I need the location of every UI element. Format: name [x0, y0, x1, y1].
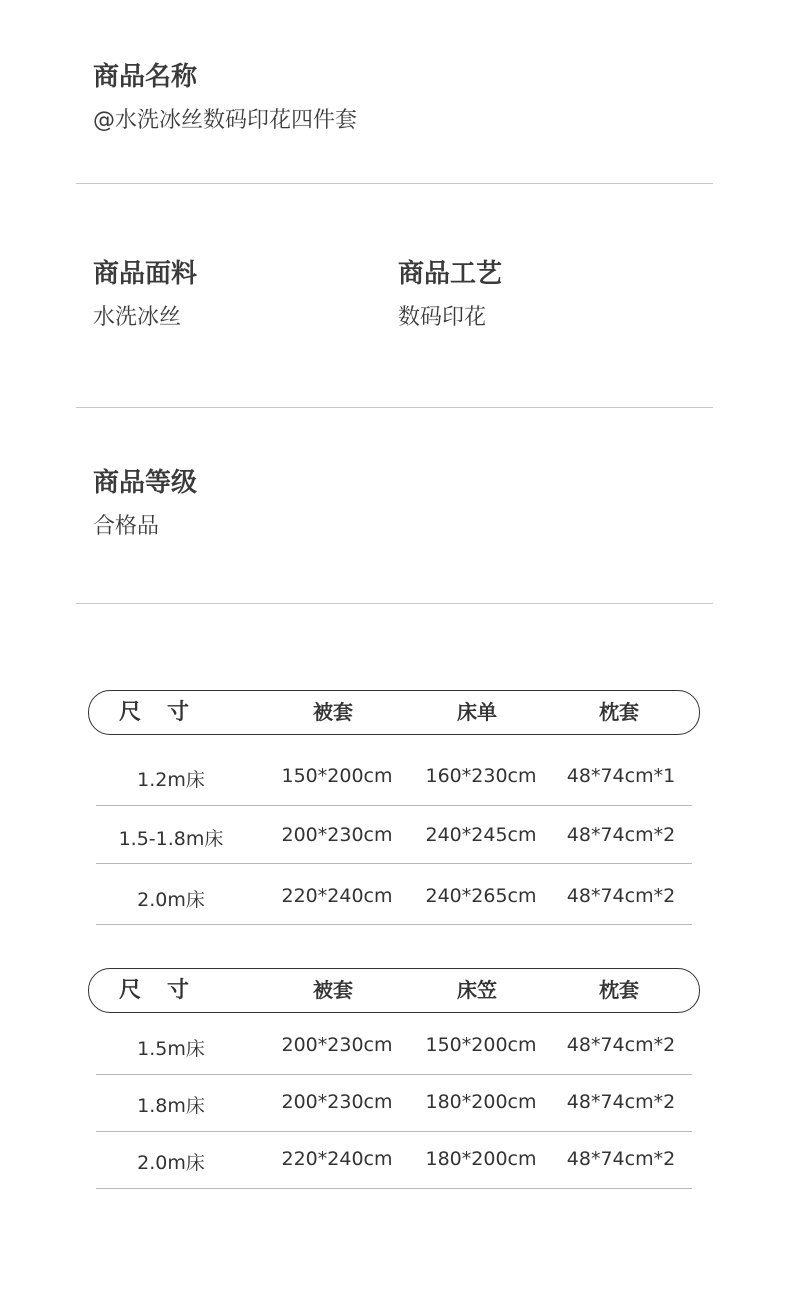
table-row	[96, 864, 692, 925]
cell-fitted-sheet: 150*200cm	[425, 1034, 537, 1056]
table-row	[96, 1017, 692, 1075]
grade-value: 合格品	[93, 514, 160, 539]
cell-size: 1.5m床	[137, 1038, 205, 1060]
cell-duvet-cover: 150*200cm	[281, 765, 393, 787]
cell-size: 1.2m床	[137, 769, 205, 791]
cell-pillowcase: 48*74cm*2	[566, 1091, 676, 1113]
size-table-2	[88, 968, 700, 1190]
header-pillowcase: 枕套	[599, 978, 639, 1002]
cell-bed-sheet: 240*245cm	[425, 824, 537, 846]
table-row	[96, 1132, 692, 1189]
cell-duvet-cover: 200*230cm	[281, 1034, 393, 1056]
table-header	[88, 690, 700, 735]
cell-duvet-cover: 220*240cm	[281, 1148, 393, 1170]
divider	[76, 183, 713, 184]
cell-size: 1.5-1.8m床	[118, 828, 224, 850]
cell-pillowcase: 48*74cm*2	[566, 885, 676, 907]
craft-label: 商品工艺	[398, 259, 503, 289]
divider	[76, 407, 713, 408]
divider	[76, 603, 713, 604]
header-duvet-cover: 被套	[313, 978, 353, 1002]
grade-label: 商品等级	[93, 468, 198, 498]
row-divider	[96, 924, 692, 925]
table-row	[96, 747, 692, 806]
cell-duvet-cover: 200*230cm	[281, 1091, 393, 1113]
header-pillowcase: 枕套	[599, 700, 639, 724]
cell-duvet-cover: 200*230cm	[281, 824, 393, 846]
cell-size: 2.0m床	[137, 889, 205, 911]
cell-pillowcase: 48*74cm*1	[566, 765, 676, 787]
cell-bed-sheet: 240*265cm	[425, 885, 537, 907]
cell-duvet-cover: 220*240cm	[281, 885, 393, 907]
fabric-value: 水洗冰丝	[93, 305, 182, 330]
cell-size: 2.0m床	[137, 1152, 205, 1174]
cell-pillowcase: 48*74cm*2	[566, 824, 676, 846]
table-row	[96, 806, 692, 864]
header-fitted-sheet: 床笠	[457, 978, 497, 1002]
fabric-label: 商品面料	[93, 259, 198, 289]
header-duvet-cover: 被套	[313, 700, 353, 724]
cell-pillowcase: 48*74cm*2	[566, 1148, 676, 1170]
craft-value: 数码印花	[398, 305, 487, 330]
table-row	[96, 1075, 692, 1132]
cell-pillowcase: 48*74cm*2	[566, 1034, 676, 1056]
table-header	[88, 968, 700, 1013]
header-bed-sheet: 床单	[457, 700, 497, 724]
product-name-label: 商品名称	[93, 62, 198, 92]
cell-size: 1.8m床	[137, 1095, 205, 1117]
row-divider	[96, 1188, 692, 1189]
product-name-value: @水洗冰丝数码印花四件套	[93, 108, 358, 133]
cell-fitted-sheet: 180*200cm	[425, 1091, 537, 1113]
cell-bed-sheet: 160*230cm	[425, 765, 537, 787]
header-size: 尺 寸	[119, 978, 192, 1003]
header-size: 尺 寸	[119, 700, 192, 725]
size-table-1	[88, 690, 700, 926]
cell-fitted-sheet: 180*200cm	[425, 1148, 537, 1170]
